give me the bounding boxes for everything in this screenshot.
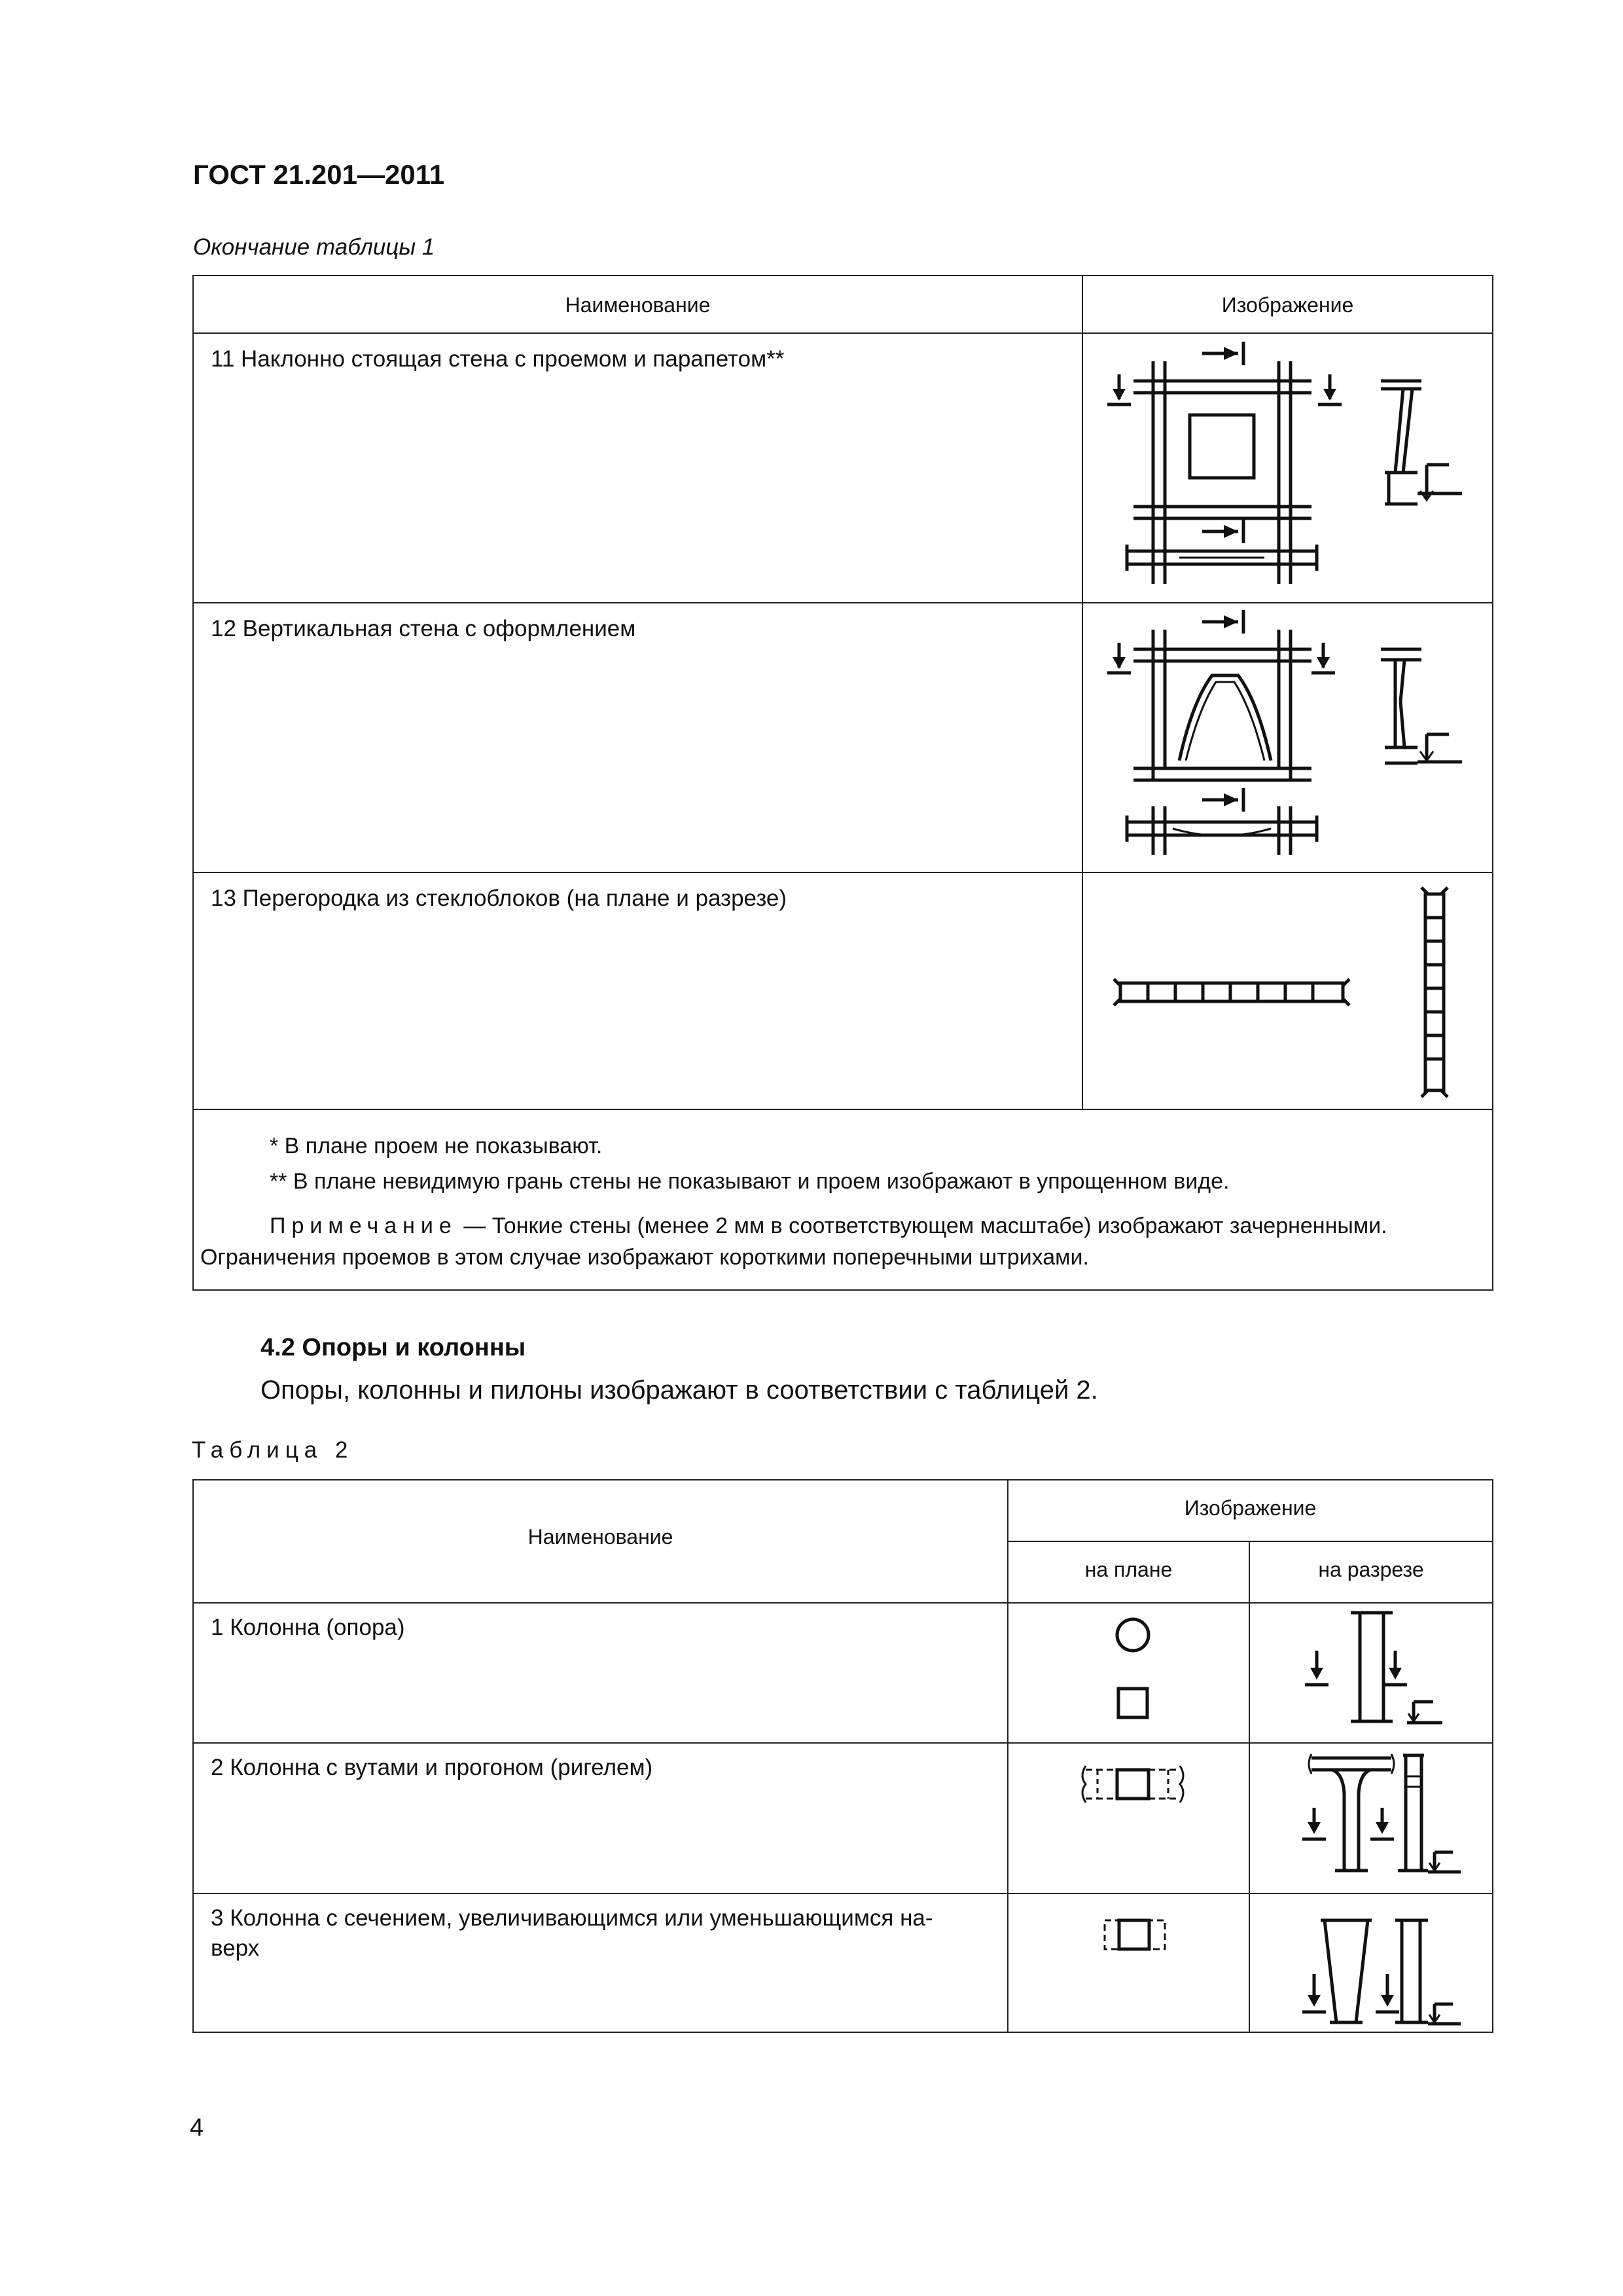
column-with-haunches-section-icon bbox=[1300, 1754, 1463, 1878]
footnote-1: * В плане проем не показывают. bbox=[270, 1134, 603, 1158]
note-text-continued: Ограничения проемов в этом случае изображают короткими поперечными штрихами. bbox=[200, 1245, 1089, 1270]
column-with-haunches-plan-icon bbox=[1074, 1761, 1192, 1806]
table-2-divider bbox=[194, 1602, 1492, 1604]
section-title: 4.2 Опоры и колонны bbox=[260, 1334, 526, 1361]
page-number: 4 bbox=[190, 2114, 204, 2142]
tapered-column-plan-icon bbox=[1096, 1911, 1174, 1957]
note-line bbox=[270, 1211, 1387, 1241]
inclined-wall-with-opening-and-parapet-icon bbox=[1107, 342, 1474, 597]
document-title: ГОСТ 21.201—2011 bbox=[193, 159, 445, 190]
table-2-header-image: Изображение bbox=[1184, 1496, 1317, 1520]
table-1-header-name: Наименование bbox=[565, 293, 711, 317]
table-2-divider bbox=[1007, 1541, 1492, 1542]
note-text: — Тонкие стены (менее 2 мм в соответствующем масштабе) изображают зачерненными. bbox=[457, 1213, 1387, 1238]
table-1-row-11-label: 11 Наклонно стоящая стена с проемом и парапетом** bbox=[211, 346, 785, 372]
table-1-row-13-label: 13 Перегородка из стеклоблоков (на плане и разрезе) bbox=[211, 886, 787, 911]
table-2-divider bbox=[194, 1893, 1492, 1894]
section-text: Опоры, колонны и пилоны изображают в соответствии с таблицей 2. bbox=[260, 1376, 1098, 1405]
table-2-header-plan: на плане bbox=[1084, 1558, 1173, 1581]
vertical-wall-with-framing-icon bbox=[1107, 610, 1474, 865]
table1-continuation-caption: Окончание таблицы 1 bbox=[193, 234, 435, 260]
table-2-row-2-label: 2 Колонна с вутами и прогоном (ригелем) bbox=[211, 1755, 653, 1780]
footnote-2: ** В плане невидимую грань стены не показывают и проем изображают в упрощенном виде. bbox=[270, 1169, 1230, 1194]
tapered-column-section-icon bbox=[1300, 1906, 1463, 2030]
table-1-header-image: Изображение bbox=[1221, 293, 1354, 317]
glass-block-partition-icon bbox=[1107, 881, 1474, 1103]
table-2 bbox=[192, 1479, 1493, 2033]
round-and-square-column-plan-icon bbox=[1107, 1611, 1159, 1729]
note-label: Примечание bbox=[270, 1213, 457, 1238]
table-2-divider bbox=[194, 1742, 1492, 1744]
table-1 bbox=[192, 275, 1493, 1291]
table-2-row-3-label-line-1: 3 Колонна с сечением, увеличивающимся или уменьшающимся на- bbox=[211, 1905, 933, 1931]
table-2-row-3-label-line-2: верх bbox=[211, 1935, 260, 1961]
table2-caption: Таблица 2 bbox=[192, 1437, 354, 1463]
column-section-icon bbox=[1300, 1611, 1457, 1729]
table-1-row-12-label: 12 Вертикальная стена с оформлением bbox=[211, 616, 636, 641]
table-2-header-name: Наименование bbox=[527, 1525, 673, 1549]
table-2-divider bbox=[1249, 1541, 1250, 2032]
table-1-notes bbox=[194, 1111, 1492, 1289]
table-2-header-section: на разрезе bbox=[1318, 1558, 1424, 1581]
table-2-row-1-label: 1 Колонна (опора) bbox=[211, 1615, 405, 1640]
